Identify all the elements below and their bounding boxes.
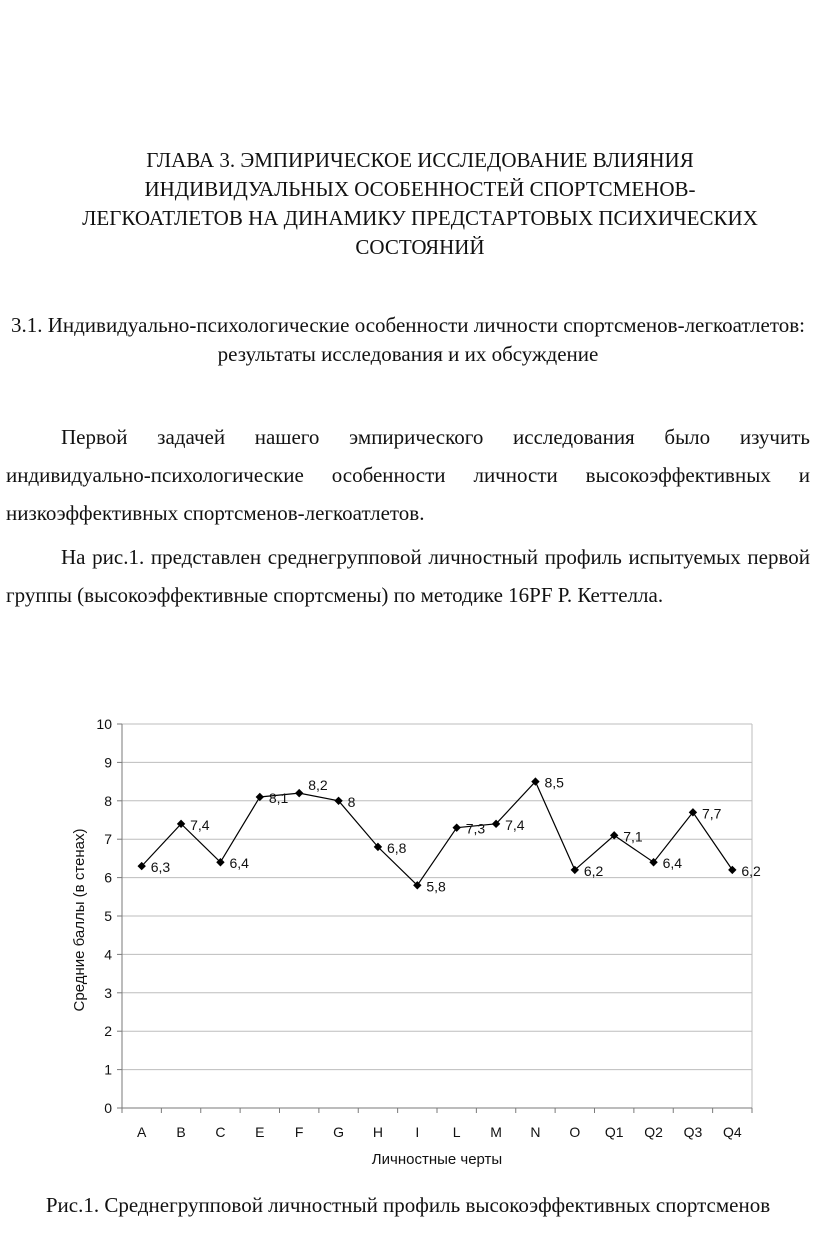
data-point-Q4	[728, 866, 736, 874]
data-label-Q2: 6,4	[662, 855, 683, 872]
y-tick-label-3: 3	[104, 984, 112, 1001]
axes	[117, 724, 752, 1113]
x-tick-labels	[137, 1124, 742, 1140]
x-tick-label-A: A	[137, 1124, 147, 1140]
data-label-Q3: 7,7	[701, 805, 722, 822]
x-tick-label-N: N	[530, 1124, 541, 1140]
x-tick-label-B: B	[176, 1124, 186, 1140]
personality-profile-figure	[60, 708, 780, 1178]
data-label-A: 6,3	[150, 859, 171, 876]
x-tick-label-F: F	[294, 1124, 304, 1140]
data-label-Q4: 6,2	[741, 862, 761, 879]
data-point-E	[256, 793, 264, 801]
figure-caption: Рис.1. Среднегрупповой личностный профиль высокоэффективных спортсменов	[45, 1193, 771, 1217]
data-point-L	[452, 823, 460, 831]
data-point-F	[295, 789, 303, 797]
y-tick-label-2: 2	[104, 1023, 112, 1040]
data-label-F: 8,2	[308, 777, 328, 794]
gridlines	[122, 724, 752, 1108]
data-points	[137, 774, 736, 889]
x-tick-label-Q3: Q3	[683, 1124, 703, 1140]
x-tick-label-G: G	[333, 1124, 345, 1140]
data-labels	[151, 775, 761, 895]
y-tick-label-4: 4	[104, 946, 112, 963]
y-tick-labels	[96, 716, 112, 1116]
x-tick-label-E: E	[255, 1124, 265, 1140]
x-tick-label-Q4: Q4	[722, 1124, 742, 1140]
data-label-M: 7,4	[505, 816, 525, 833]
chapter-title: ГЛАВА 3. ЭМПИРИЧЕСКОЕ ИССЛЕДОВАНИЕ ВЛИЯНИЯ ИНДИВИДУАЛЬНЫХ ОСОБЕННОСТЕЙ СПОРТСМЕНОВ-ЛЕГКОАТЛЕТОВ НА ДИНАМИКУ ПРЕДСТАРТОВЫХ ПСИХИЧЕСКИХ СОСТОЯНИЙ	[82, 148, 758, 259]
x-tick-label-O: O	[569, 1124, 581, 1140]
y-tick-label-10: 10	[96, 716, 112, 732]
y-tick-label-8: 8	[104, 792, 112, 809]
data-label-H: 6,8	[386, 839, 407, 856]
x-axis-title: Личностные черты	[371, 1151, 503, 1168]
data-label-E: 8,1	[268, 789, 289, 806]
data-label-O: 6,2	[583, 862, 604, 879]
x-tick-label-Q2: Q2	[644, 1124, 663, 1140]
data-label-G: 8	[347, 793, 356, 810]
y-tick-label-5: 5	[104, 908, 112, 924]
y-tick-label-7: 7	[104, 831, 112, 848]
x-tick-label-C: C	[215, 1124, 226, 1140]
y-tick-label-9: 9	[104, 754, 112, 771]
data-label-B: 7,4	[190, 816, 210, 833]
paragraph-figure-reference: На рис.1. представлен среднегрупповой личностный профиль испытуемых первой группы (высокоэффективные спортсмены) по методике 16PF Р. Кеттелла.	[6, 545, 810, 607]
x-tick-label-H: H	[372, 1124, 383, 1140]
data-label-Q1: 7,1	[623, 828, 643, 845]
y-tick-label-6: 6	[104, 869, 112, 886]
data-label-N: 8,5	[544, 774, 564, 791]
section-title: 3.1. Индивидуально-психологические особенности личности спортсменов-легкоатлетов: результаты исследования и их обсуждение	[10, 313, 806, 366]
line-chart	[60, 708, 780, 1178]
paragraph-intro: Первой задачей нашего эмпирического исследования было изучить индивидуально-психологические особенности личности высокоэффективных и низкоэффективных спортсменов-легкоатлетов.	[6, 425, 810, 525]
data-label-C: 6,4	[229, 855, 249, 872]
y-tick-label-0: 0	[104, 1100, 112, 1116]
x-tick-label-L: L	[452, 1124, 461, 1140]
y-axis-title: Средние баллы (в стенах)	[71, 828, 88, 1012]
x-tick-label-Q1: Q1	[604, 1124, 624, 1140]
data-label-I: 5,8	[426, 878, 446, 895]
y-tick-label-1: 1	[104, 1061, 112, 1078]
x-tick-label-I: I	[415, 1124, 420, 1140]
x-tick-label-M: M	[490, 1124, 502, 1140]
data-label-L: 7,3	[465, 820, 486, 837]
